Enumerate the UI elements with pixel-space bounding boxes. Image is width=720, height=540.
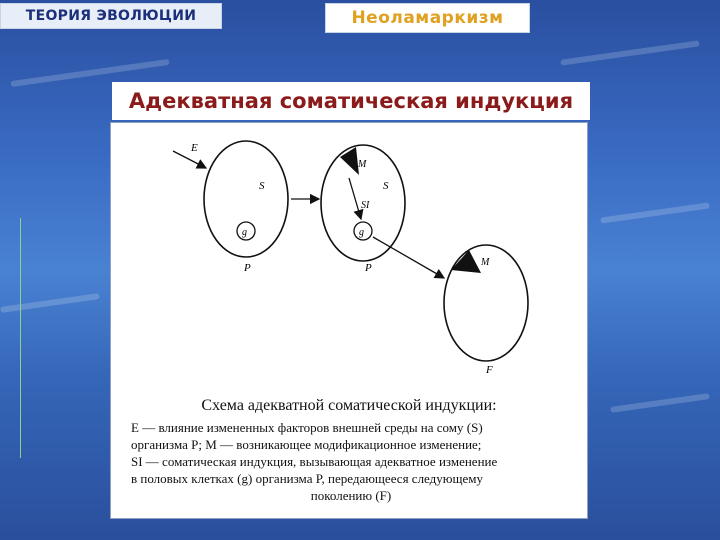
label-S-modified: S: [383, 180, 389, 192]
caption-line: в половых клетках (g) организма P, передающееся следующему: [131, 471, 483, 486]
somatic-induction-arrow: [349, 178, 361, 219]
label-g: g: [242, 227, 247, 238]
diagram-figure: [110, 122, 588, 519]
label-P-modified: P: [365, 262, 372, 274]
caption-title: Схема адекватной соматической индукции:: [201, 397, 497, 414]
caption-line: SI — соматическая индукция, вызывающая адекватное изменение: [131, 454, 498, 469]
label-g-modified: g: [359, 227, 364, 238]
label-F: F: [486, 364, 493, 376]
label-E: E: [191, 142, 198, 154]
label-SI: SI: [361, 200, 370, 211]
slide-title: Адекватная соматическая индукция: [112, 82, 590, 120]
subtopic-label: Неоламаркизм: [325, 3, 530, 33]
background-streak: [600, 202, 710, 223]
background-streak: [560, 40, 699, 65]
label-M: M: [358, 159, 367, 170]
caption-line: поколению (F): [310, 488, 392, 503]
label-P: P: [244, 262, 251, 274]
inherited-modification-M: [451, 250, 481, 273]
label-M-offspring: M: [481, 257, 490, 268]
background-streak: [0, 293, 100, 313]
decorative-line: [20, 218, 21, 458]
inheritance-arrow: [373, 237, 444, 278]
caption-line: организма P; M — возникающее модификационное изменение;: [131, 437, 482, 452]
background-streak: [610, 393, 710, 413]
caption-body: [131, 419, 571, 504]
environment-arrow-E: [173, 151, 206, 168]
caption-line: E — влияние измененных факторов внешней среды на сому (S): [131, 420, 483, 435]
label-S: S: [259, 180, 265, 192]
topic-label: ТЕОРИЯ ЭВОЛЮЦИИ: [0, 3, 222, 29]
